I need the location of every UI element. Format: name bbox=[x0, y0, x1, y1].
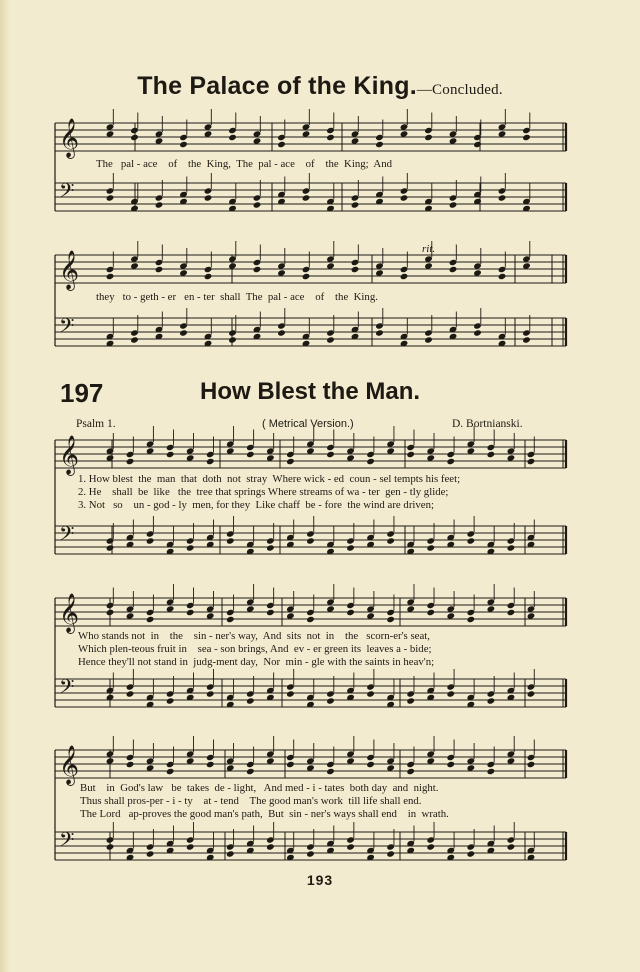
note-head bbox=[386, 537, 395, 544]
note-head bbox=[366, 458, 375, 465]
note-head bbox=[400, 194, 409, 201]
bass-clef-icon: 𝄢 bbox=[59, 522, 75, 550]
song1-lyric-line-2: they to - geth - er en - ter shall The pal - ace of the King. bbox=[96, 291, 378, 303]
note-head bbox=[426, 843, 435, 850]
verse-1-line-1: 1. How blest the man that doth not stray Where wick - ed coun - sel tempts his feet; bbox=[78, 473, 461, 485]
note-head bbox=[366, 761, 375, 768]
note-head bbox=[266, 609, 275, 616]
scripture-reference: Psalm 1. bbox=[76, 418, 116, 430]
note-head bbox=[375, 141, 384, 148]
page-title-text: The Palace of the King. bbox=[137, 72, 417, 100]
bass-clef-icon: 𝄢 bbox=[59, 314, 75, 342]
note-head bbox=[487, 451, 496, 458]
note-head bbox=[326, 768, 335, 775]
note-head bbox=[386, 616, 395, 623]
note-head bbox=[204, 273, 213, 280]
note-head bbox=[507, 544, 516, 551]
version-note: ( Metrical Version.) bbox=[262, 418, 354, 430]
note-head bbox=[246, 451, 255, 458]
note-head bbox=[527, 761, 536, 768]
note-head bbox=[253, 201, 262, 208]
note-head bbox=[155, 201, 164, 208]
note-head bbox=[351, 266, 360, 273]
verse-1-line-3: But in God's law be takes de - light, And med - i - tates both day and night. bbox=[80, 782, 439, 794]
note-head bbox=[406, 697, 415, 704]
note-head bbox=[406, 768, 415, 775]
note-head bbox=[106, 194, 115, 201]
note-head bbox=[106, 273, 115, 280]
note-head bbox=[366, 690, 375, 697]
note-head bbox=[186, 544, 195, 551]
note-head bbox=[507, 843, 516, 850]
note-head bbox=[186, 843, 195, 850]
note-head bbox=[449, 266, 458, 273]
note-head bbox=[166, 768, 175, 775]
note-head bbox=[246, 768, 255, 775]
song1-lyric-line-1: The pal - ace of the King, The pal - ace of the King; And bbox=[96, 158, 393, 170]
treble-clef-icon: 𝄞 bbox=[59, 435, 80, 475]
note-head bbox=[467, 850, 476, 857]
note-head bbox=[286, 761, 295, 768]
note-head bbox=[326, 134, 335, 141]
note-head bbox=[487, 697, 496, 704]
treble-clef-icon: 𝄞 bbox=[59, 745, 80, 785]
note-head bbox=[386, 850, 395, 857]
note-head bbox=[277, 141, 286, 148]
note-head bbox=[346, 544, 355, 551]
verse-1-line-2: Who stands not in the sin - ner's way, And sits not in the scorn-er's seat, bbox=[78, 630, 430, 642]
note-head bbox=[166, 451, 175, 458]
verse-2-line-2: Which plen-teous fruit in sea - son brings, And ev - er green its leaves a - bide; bbox=[78, 643, 432, 655]
note-head bbox=[266, 843, 275, 850]
note-head bbox=[166, 697, 175, 704]
note-head bbox=[286, 458, 295, 465]
note-head bbox=[266, 544, 275, 551]
note-head bbox=[375, 329, 384, 336]
note-head bbox=[449, 201, 458, 208]
bass-clef-icon: 𝄢 bbox=[59, 675, 75, 703]
note-head bbox=[246, 697, 255, 704]
note-head bbox=[228, 134, 237, 141]
note-head bbox=[206, 458, 215, 465]
note-head bbox=[507, 609, 516, 616]
verse-3-line-2: Hence they'll not stand in judg-ment day, Nor min - gle with the saints in heav'n; bbox=[78, 656, 435, 668]
note-head bbox=[351, 201, 360, 208]
composer-credit: D. Bortnianski. bbox=[452, 418, 523, 430]
bass-clef-icon: 𝄢 bbox=[59, 179, 75, 207]
note-head bbox=[126, 690, 135, 697]
note-head bbox=[179, 141, 188, 148]
verse-2-line-3: Thus shall pros-per - i - ty at - tend The good man's work till life shall end. bbox=[80, 795, 422, 807]
note-head bbox=[426, 609, 435, 616]
note-head bbox=[306, 850, 315, 857]
note-head bbox=[447, 761, 456, 768]
note-head bbox=[467, 616, 476, 623]
treble-clef-icon: 𝄞 bbox=[59, 250, 80, 290]
note-head bbox=[302, 194, 311, 201]
note-head bbox=[106, 544, 115, 551]
note-head bbox=[406, 451, 415, 458]
note-head bbox=[286, 690, 295, 697]
note-head bbox=[346, 609, 355, 616]
treble-clef-icon: 𝄞 bbox=[59, 118, 80, 158]
note-head bbox=[106, 843, 115, 850]
note-head bbox=[487, 768, 496, 775]
note-head bbox=[426, 544, 435, 551]
note-head bbox=[527, 458, 536, 465]
note-head bbox=[498, 273, 507, 280]
note-head bbox=[473, 329, 482, 336]
note-head bbox=[522, 336, 531, 343]
note-head bbox=[206, 761, 215, 768]
note-head bbox=[424, 336, 433, 343]
note-head bbox=[306, 537, 315, 544]
note-head bbox=[126, 458, 135, 465]
note-head bbox=[130, 336, 139, 343]
note-head bbox=[226, 850, 235, 857]
note-head bbox=[277, 329, 286, 336]
note-head bbox=[467, 537, 476, 544]
note-head bbox=[346, 843, 355, 850]
page-number: 193 bbox=[306, 872, 334, 888]
verse-2-line-1: 2. He shall be like the tree that springs Where streams of wa - ter gen - tly glide; bbox=[78, 486, 449, 498]
note-head bbox=[204, 194, 213, 201]
note-head bbox=[326, 336, 335, 343]
note-head bbox=[424, 134, 433, 141]
note-head bbox=[498, 194, 507, 201]
note-head bbox=[146, 537, 155, 544]
note-head bbox=[326, 451, 335, 458]
treble-clef-icon: 𝄞 bbox=[59, 593, 80, 633]
note-head bbox=[253, 266, 262, 273]
note-head bbox=[106, 609, 115, 616]
page-title-suffix: —Concluded. bbox=[416, 82, 503, 98]
hymn-title: How Blest the Man. bbox=[200, 378, 421, 405]
note-head bbox=[155, 266, 164, 273]
note-head bbox=[527, 690, 536, 697]
note-head bbox=[447, 690, 456, 697]
note-head bbox=[306, 616, 315, 623]
bass-clef-icon: 𝄢 bbox=[59, 828, 75, 856]
note-head bbox=[206, 690, 215, 697]
note-head bbox=[130, 134, 139, 141]
note-head bbox=[522, 134, 531, 141]
verse-3-line-3: The Lord ap-proves the good man's path, But sin - ner's ways shall end in wrath. bbox=[80, 808, 449, 820]
note-head bbox=[226, 616, 235, 623]
note-head bbox=[400, 273, 409, 280]
note-head bbox=[326, 697, 335, 704]
note-head bbox=[447, 458, 456, 465]
note-head bbox=[186, 609, 195, 616]
note-head bbox=[302, 273, 311, 280]
verse-3-line-1: 3. Not so un - god - ly men, for they Like chaff be - fore the wind are driven; bbox=[78, 499, 434, 511]
note-head bbox=[179, 329, 188, 336]
tempo-marking: rit. bbox=[422, 243, 436, 255]
note-head bbox=[126, 761, 135, 768]
note-head bbox=[228, 336, 237, 343]
note-head bbox=[146, 616, 155, 623]
note-head bbox=[146, 850, 155, 857]
hymn-number: 197 bbox=[60, 378, 104, 408]
note-head bbox=[226, 537, 235, 544]
